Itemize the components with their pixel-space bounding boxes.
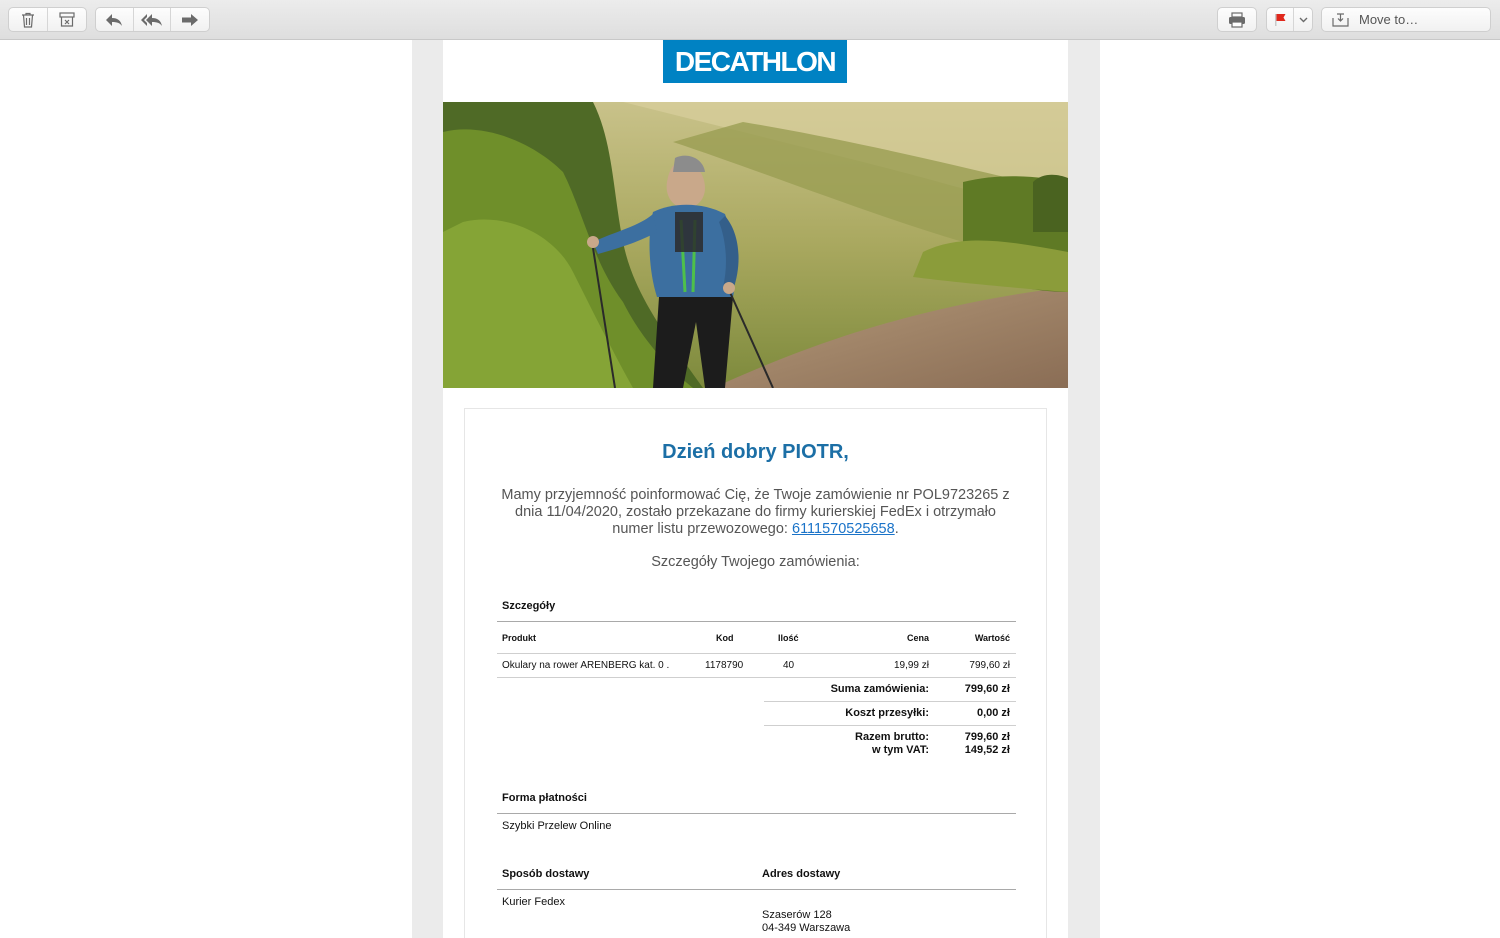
reply-all-button[interactable]: [134, 8, 172, 31]
mailbox-blank-area: [0, 40, 412, 938]
flag-menu-button[interactable]: [1294, 8, 1312, 31]
header-rule: [497, 653, 1016, 654]
delivery-address-title: Adres dostawy: [762, 868, 841, 880]
row-rule: [497, 677, 1016, 678]
email-gutter-right: [1068, 40, 1100, 938]
print-button[interactable]: [1218, 8, 1256, 31]
printer-icon: [1228, 12, 1246, 28]
order-sum-value: 799,60 zł: [964, 683, 1010, 695]
col-header-product: Produkt: [502, 633, 537, 643]
forward-icon: [181, 13, 199, 27]
row-value: 799,60 zł: [969, 660, 1010, 671]
delivery-rule: [497, 889, 1016, 890]
row-price: 19,99 zł: [893, 660, 929, 671]
email-gutter-left: [412, 40, 443, 938]
details-title: Szczegóły: [502, 600, 556, 612]
decathlon-logo[interactable]: [663, 40, 847, 83]
vat-label: w tym VAT:: [871, 744, 929, 756]
forward-button[interactable]: [171, 8, 209, 31]
gross-label: Razem brutto:: [855, 731, 929, 743]
logo-text: DECATHLON: [674, 45, 836, 77]
email-body: [443, 40, 1068, 938]
delete-archive-group: [8, 7, 87, 32]
delivery-method-value: Kurier Fedex: [502, 896, 565, 908]
move-to-label: Move to…: [1359, 12, 1419, 27]
red-flag-icon: [1274, 13, 1286, 27]
delivery-method-title: Sposób dostawy: [502, 868, 590, 880]
reply-icon: [105, 13, 123, 27]
archive-icon: [59, 12, 75, 27]
payment-rule: [497, 813, 1016, 814]
gross-value: 799,60 zł: [964, 731, 1010, 743]
row-code: 1178790: [705, 660, 744, 671]
delete-button[interactable]: [9, 8, 48, 31]
address-line-1: Szaserów 128: [762, 909, 832, 921]
details-rule: [497, 621, 1016, 622]
archive-button[interactable]: [48, 8, 87, 31]
move-to-icon: [1332, 13, 1349, 27]
trash-icon: [21, 12, 35, 28]
shipping-label: Koszt przesyłki:: [845, 707, 929, 719]
order-card: [464, 408, 1047, 938]
flag-group: [1266, 7, 1313, 32]
greeting-heading: Dzień dobry PIOTR,: [662, 441, 849, 463]
flag-button[interactable]: [1267, 8, 1294, 31]
payment-value: Szybki Przelew Online: [502, 820, 612, 832]
vat-value: 149,52 zł: [964, 744, 1010, 756]
payment-title: Forma płatności: [502, 792, 587, 804]
order-sum-label: Suma zamówienia:: [830, 683, 929, 695]
reply-forward-group: [95, 7, 210, 32]
reply-button[interactable]: [96, 8, 134, 31]
col-header-qty: Ilość: [778, 633, 799, 643]
col-header-code: Kod: [716, 633, 734, 643]
address-line-2: 04-349 Warszawa: [762, 922, 851, 934]
chevron-down-icon: [1299, 17, 1308, 23]
row-product: Okulary na rower ARENBERG kat. 0 .: [502, 660, 670, 671]
intro-paragraph: [495, 487, 1016, 538]
intro-text: Mamy przyjemność poinformować Cię, że Twoje zamówienie nr POL9723265 z dnia 11/04/2020, zostało przekazane do firmy kurierskiej FedEx i otrzymało numer listu przewozowego:: [501, 487, 1010, 537]
tracking-number-link[interactable]: 6111570525658: [792, 521, 895, 537]
intro-end: .: [894, 521, 899, 537]
move-to-button[interactable]: [1321, 7, 1491, 32]
sum-rule: [764, 701, 1016, 702]
shipping-value: 0,00 zł: [976, 707, 1010, 719]
row-qty: 40: [783, 660, 795, 671]
col-header-price: Cena: [906, 633, 929, 643]
print-group: [1217, 7, 1257, 32]
reply-all-icon: [141, 13, 163, 27]
shipping-rule: [764, 725, 1016, 726]
details-intro: Szczegóły Twojego zamówienia:: [651, 554, 860, 570]
mail-toolbar: [0, 0, 1500, 40]
hero-image[interactable]: [443, 102, 1068, 388]
col-header-value: Wartość: [974, 633, 1010, 643]
